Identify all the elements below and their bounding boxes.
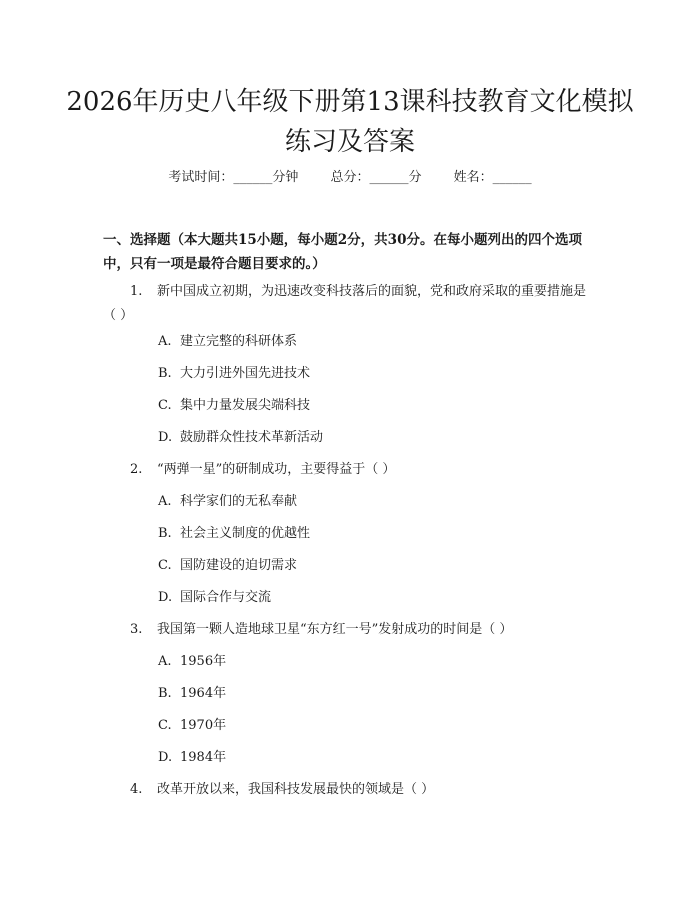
option-3a: A. 1956年 — [158, 654, 227, 669]
option-2a: A. 科学家们的无私奉献 — [158, 494, 298, 509]
option-3c: C. 1970年 — [158, 718, 227, 733]
option-3b: B. 1964年 — [158, 686, 227, 701]
question-text: 我国第一颗人造地球卫星“东方红一号”发射成功的时间是（ ） — [157, 622, 513, 637]
option-2c: C. 国防建设的迫切需求 — [158, 558, 298, 573]
total-score-field: 总分：______分 — [330, 170, 422, 185]
question-number: 3. — [130, 622, 143, 637]
document-title: 2026年历史八年级下册第13课科技教育文化模拟练习及答案 — [66, 87, 634, 157]
option-3d: D. 1984年 — [158, 750, 227, 765]
exam-meta — [0, 168, 700, 188]
question-number: 1. — [130, 284, 143, 299]
exam-time-field: 考试时间：______分钟 — [168, 170, 299, 185]
option-2b: B. 社会主义制度的优越性 — [158, 526, 311, 541]
option-1a: A. 建立完整的科研体系 — [158, 334, 298, 349]
question-number: 4. — [130, 782, 143, 797]
question-2 — [103, 458, 598, 482]
name-field: 姓名：______ — [453, 170, 532, 185]
question-1 — [103, 280, 598, 328]
section-heading: 一、选择题（本大题共15小题，每小题2分，共30分。在每小题列出的四个选项中，只有一项是最符合题目要求的。） — [103, 232, 582, 272]
question-text: 改革开放以来，我国科技发展最快的领域是（ ） — [157, 782, 435, 797]
question-number: 2. — [130, 462, 143, 477]
question-3 — [103, 618, 598, 642]
option-1d: D. 鼓励群众性技术革新活动 — [158, 430, 324, 445]
question-text: 新中国成立初期，为迅速改变科技落后的面貌，党和政府采取的重要措施是（ ） — [103, 284, 587, 323]
option-1b: B. 大力引进外国先进技术 — [158, 366, 311, 381]
question-text: “两弹一星”的研制成功，主要得益于（ ） — [157, 462, 396, 477]
question-4 — [103, 778, 598, 802]
option-2d: D. 国际合作与交流 — [158, 590, 272, 605]
option-1c: C. 集中力量发展尖端科技 — [158, 398, 311, 413]
